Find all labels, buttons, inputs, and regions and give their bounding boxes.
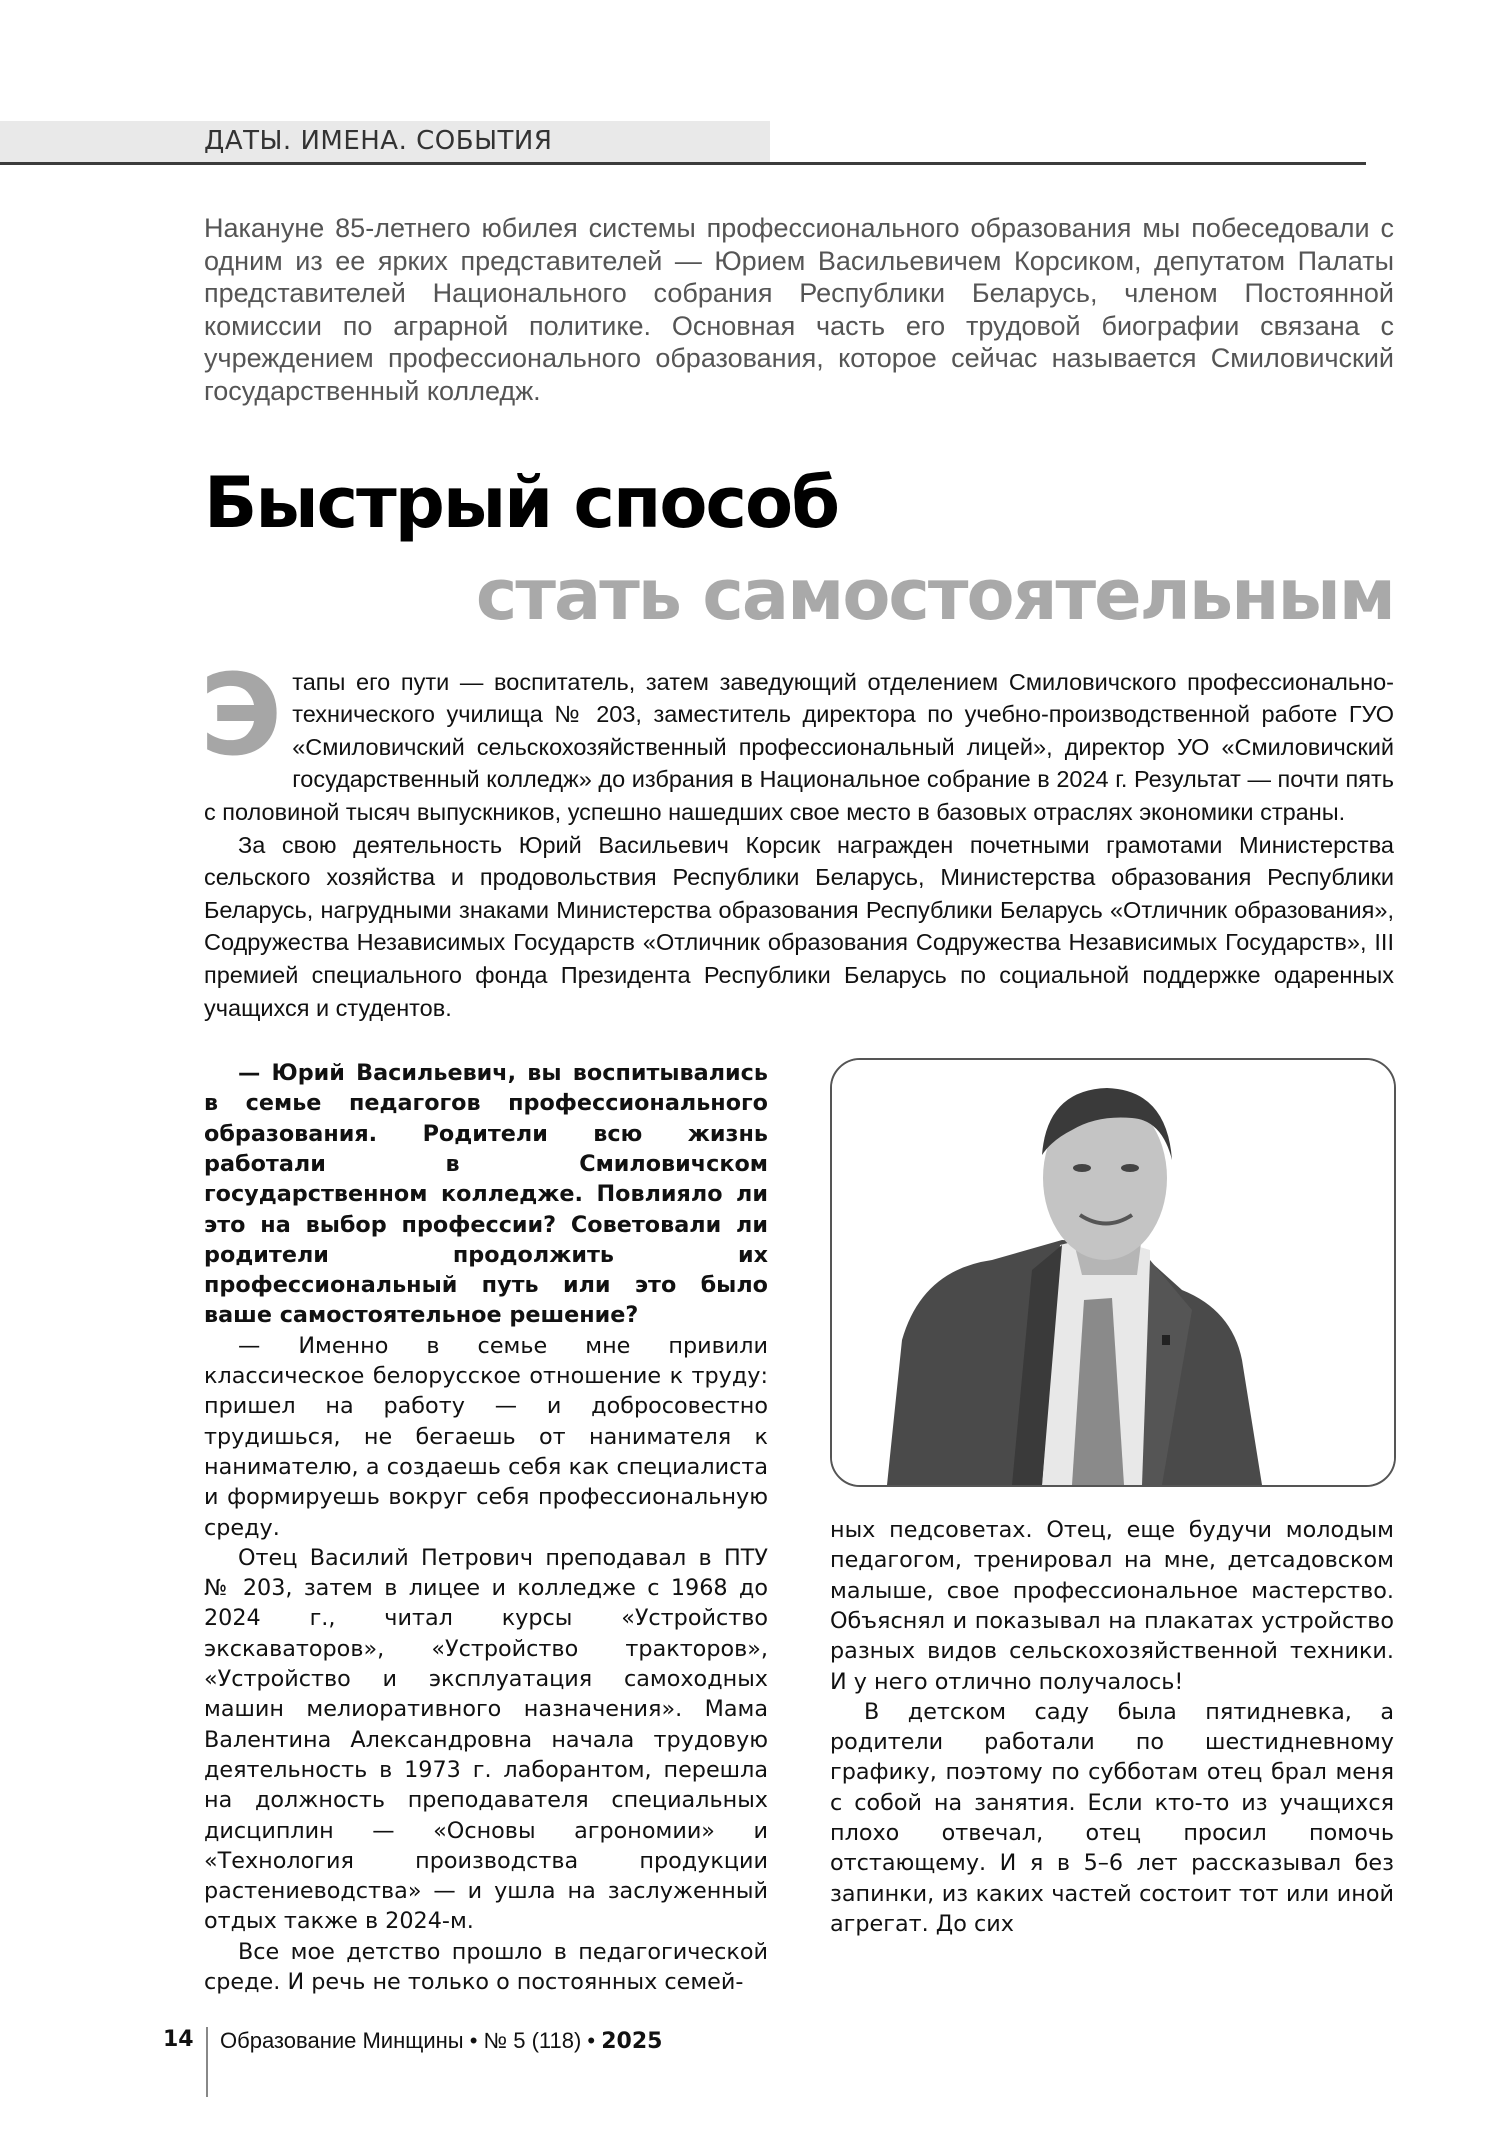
page-footer (163, 2027, 1394, 2117)
footer-divider (206, 2027, 208, 2097)
section-header (0, 0, 1500, 165)
lead-text: Накануне 85-летнего юбилея системы профессионального образования мы побеседовали с одним из ее ярких представителей — Юрием Васильевичем Корсиком, депутатом Палаты представителей Национального собрания Республики Беларусь, членом Постоянной комиссии по аграрной политике. Основная часть его трудовой биографии связана с учреждением профессионального образования, которое сейчас называется Смиловичский государственный колледж. (204, 213, 1394, 406)
answer-paragraph-3-start: Все мое детство прошло в педагогической среде. И речь не только о постоянных семей- (204, 1938, 768, 1995)
portrait-illustration (832, 1060, 1394, 1485)
article-title (204, 458, 1394, 648)
article-title-line-2: стать самостоятельным (475, 553, 1394, 636)
right-column (830, 1515, 1394, 1939)
article (163, 212, 1394, 2117)
lapel-badge-icon (1162, 1335, 1170, 1345)
portrait-photo (830, 1058, 1396, 1487)
answer-paragraph-2: Отец Василий Петрович преподавал в ПТУ № 203, затем в лицее и колледже с 1968 до 2024 г., читал курсы «Устройство экскаваторов», «Устройство тракторов», «Устройство и эксплуатация самоходных машин мелиоративного назначения». Мама Валентина Александровна начала трудовую деятельность в 1973 г. лаборантом, перешла на должность преподавателя специальных дисциплин — «Основы агрономии» и «Технология производства продукции растениеводства» — и ушла на заслуженный отдых также в 2024-м. (204, 1544, 768, 1935)
left-eye-shape (1073, 1164, 1091, 1172)
publication-year: 2025 (601, 2029, 663, 2055)
drop-cap: Э (200, 650, 283, 781)
page-number: 14 (163, 2027, 194, 2053)
publication-name: Образование Минщины • № 5 (118) • (220, 2028, 596, 2054)
intro-paragraph-2: За свою деятельность Юрий Васильевич Корсик награжден почетными грамотами Министерства сельского хозяйства и продовольствия Республики Беларусь, Министерства образования Республики Беларусь, нагрудными знаками Министерства образования Республики Беларусь «Отличник образования», Содружества Независимых Государств «Отличник образования Содружества Независимых Государств», III премией специального фонда Президента Республики Беларусь по социальной поддержке одаренных учащихся и студентов. (204, 831, 1394, 1021)
answer-paragraph-3-continued: ных педсоветах. Отец, еще будучи молодым педагогом, тренировал на мне, детсадовском малыше, свое профессиональное мастерство. Объяснял и показывал на плакатах устройство разных видов сельскохозяйственной техники. И у него отлично получалось! (830, 1517, 1394, 1695)
right-column-wrapper (830, 1058, 1394, 1939)
intro-paragraph-1-text: тапы его пути — воспитатель, затем заведующий отделением Смиловичского профессионально-технического училища № 203, заместитель директора по учебно-производственной работе ГУО «Смиловичский сельскохозяйственный профессиональный лицей», директор УО «Смиловичский государственный колледж» до избрания в Национальное собрание в 2024 г. Результат — почти пять с половиной тысяч выпускников, успешно нашедших свое место в базовых отраслях экономики страны. (204, 668, 1394, 825)
article-title-line-1: Быстрый способ (204, 461, 838, 544)
article-intro (200, 650, 1394, 1025)
left-column (204, 1058, 768, 1997)
answer-paragraph-4: В детском саду была пятидневка, а родители работали по шестидневному графику, поэтому по субботам отец брал меня с собой на занятия. Если кто-то из учащихся плохо отвечал, отец просил помочь отстающему. И я в 5–6 лет рассказывал без запинки, из каких частей состоит тот или иной агрегат. До сих (830, 1698, 1394, 1937)
intro-paragraph-1 (200, 650, 1394, 829)
two-column-body (204, 1058, 1394, 1997)
answer-paragraph-1: — Именно в семье мне привили классическое белорусское отношение к труду: пришел на работу — и добросовестно трудишься, не бегаешь от нанимателя к нанимателю, а создаешь себя как специалиста и формируешь вокруг себя профессиональную среду. (204, 1332, 768, 1541)
section-header-rule (0, 162, 1366, 165)
interview-question: — Юрий Васильевич, вы воспитывались в семье педагогов профессионального образования. Родители всю жизнь работали в Смиловичском государственном колледже. Повлияло ли это на выбор профессии? Советовали ли родители продолжить их профессиональный путь или это было ваше самостоятельное решение? (204, 1060, 768, 1329)
publication-footer (220, 2028, 662, 2054)
lead-paragraph (204, 212, 1394, 408)
right-eye-shape (1121, 1164, 1139, 1172)
section-title: ДАТЫ. ИМЕНА. СОБЫТИЯ (204, 126, 553, 156)
